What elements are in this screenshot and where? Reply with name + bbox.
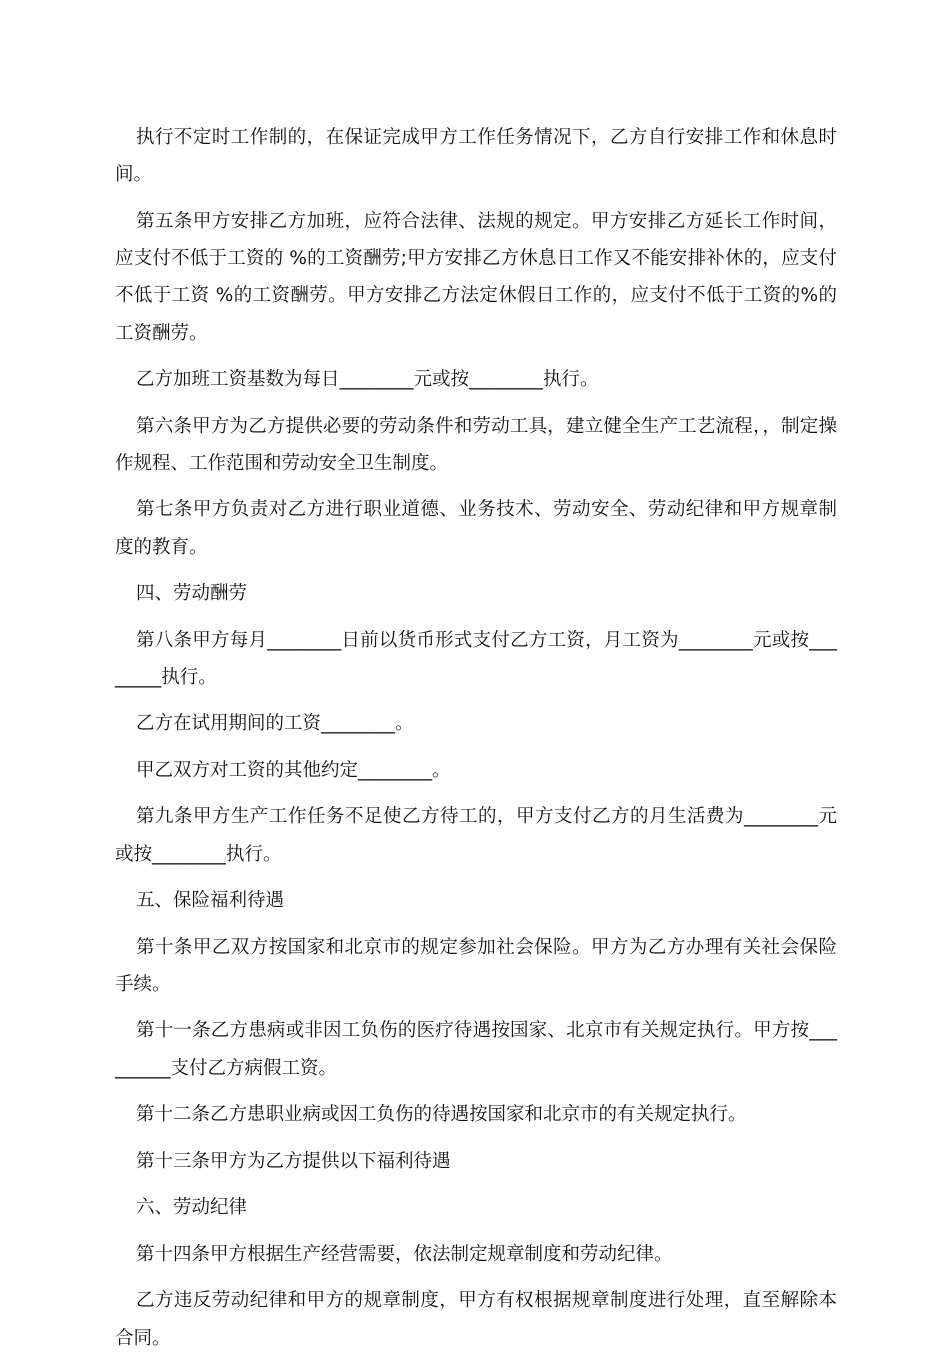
paragraph-article-13: 第十三条甲方为乙方提供以下福利待遇 <box>136 1150 451 1172</box>
paragraph-article-10: 第十条甲乙双方按国家和北京市的规定参加社会保险。甲方为乙方办理有关社会保险手续。 <box>115 936 837 995</box>
paragraph-article-7: 第七条甲方负责对乙方进行职业道德、业务技术、劳动安全、劳动纪律和甲方规章制度的教育。 <box>115 499 837 558</box>
paragraph-article-6: 第六条甲方为乙方提供必要的劳动条件和劳动工具，建立健全生产工艺流程，，制定操作规程、工作范围和劳动安全卫生制度。 <box>115 415 837 474</box>
section-heading-insurance: 五、保险福利待遇 <box>136 890 285 912</box>
paragraph-article-12: 第十二条乙方患职业病或因工负伤的待遇按国家和北京市的有关规定执行。 <box>136 1104 747 1126</box>
paragraph-article-8: 第八条甲方每月________日前以货币形式支付乙方工资，月工资为________元或按________执行。 <box>115 629 837 688</box>
paragraph-other-pay: 甲乙双方对工资的其他约定________。 <box>136 759 451 781</box>
paragraph-article-11: 第十一条乙方患病或非因工负伤的医疗待遇按国家、北京市有关规定执行。甲方按_________支付乙方病假工资。 <box>115 1020 837 1079</box>
document-page <box>115 119 837 1366</box>
paragraph-article-9: 第九条甲方生产工作任务不足使乙方待工的，甲方支付乙方的月生活费为________元或按________执行。 <box>115 806 837 865</box>
paragraph-violation: 乙方违反劳动纪律和甲方的规章制度，甲方有权根据规章制度进行处理，直至解除本合同。 <box>115 1290 837 1349</box>
paragraph-overtime-base: 乙方加班工资基数为每日________元或按________执行。 <box>136 369 599 391</box>
paragraph-article-5: 第五条甲方安排乙方加班，应符合法律、法规的规定。甲方安排乙方延长工作时间，应支付不低于工资的 %的工资酬劳;甲方安排乙方休息日工作又不能安排补休的，应支付不低于工资 %的工资酬劳。甲方安排乙方法定休假日工作的，应支付不低于工资的%的工资酬劳。 <box>115 210 837 344</box>
section-heading-discipline: 六、劳动纪律 <box>136 1197 248 1219</box>
section-heading-labor-pay: 四、劳动酬劳 <box>136 583 248 605</box>
paragraph-article-14: 第十四条甲方根据生产经营需要，依法制定规章制度和劳动纪律。 <box>136 1243 673 1265</box>
paragraph-1: 执行不定时工作制的，在保证完成甲方工作任务情况下，乙方自行安排工作和休息时间。 <box>115 127 837 186</box>
paragraph-probation-pay: 乙方在试用期间的工资________。 <box>136 713 414 735</box>
